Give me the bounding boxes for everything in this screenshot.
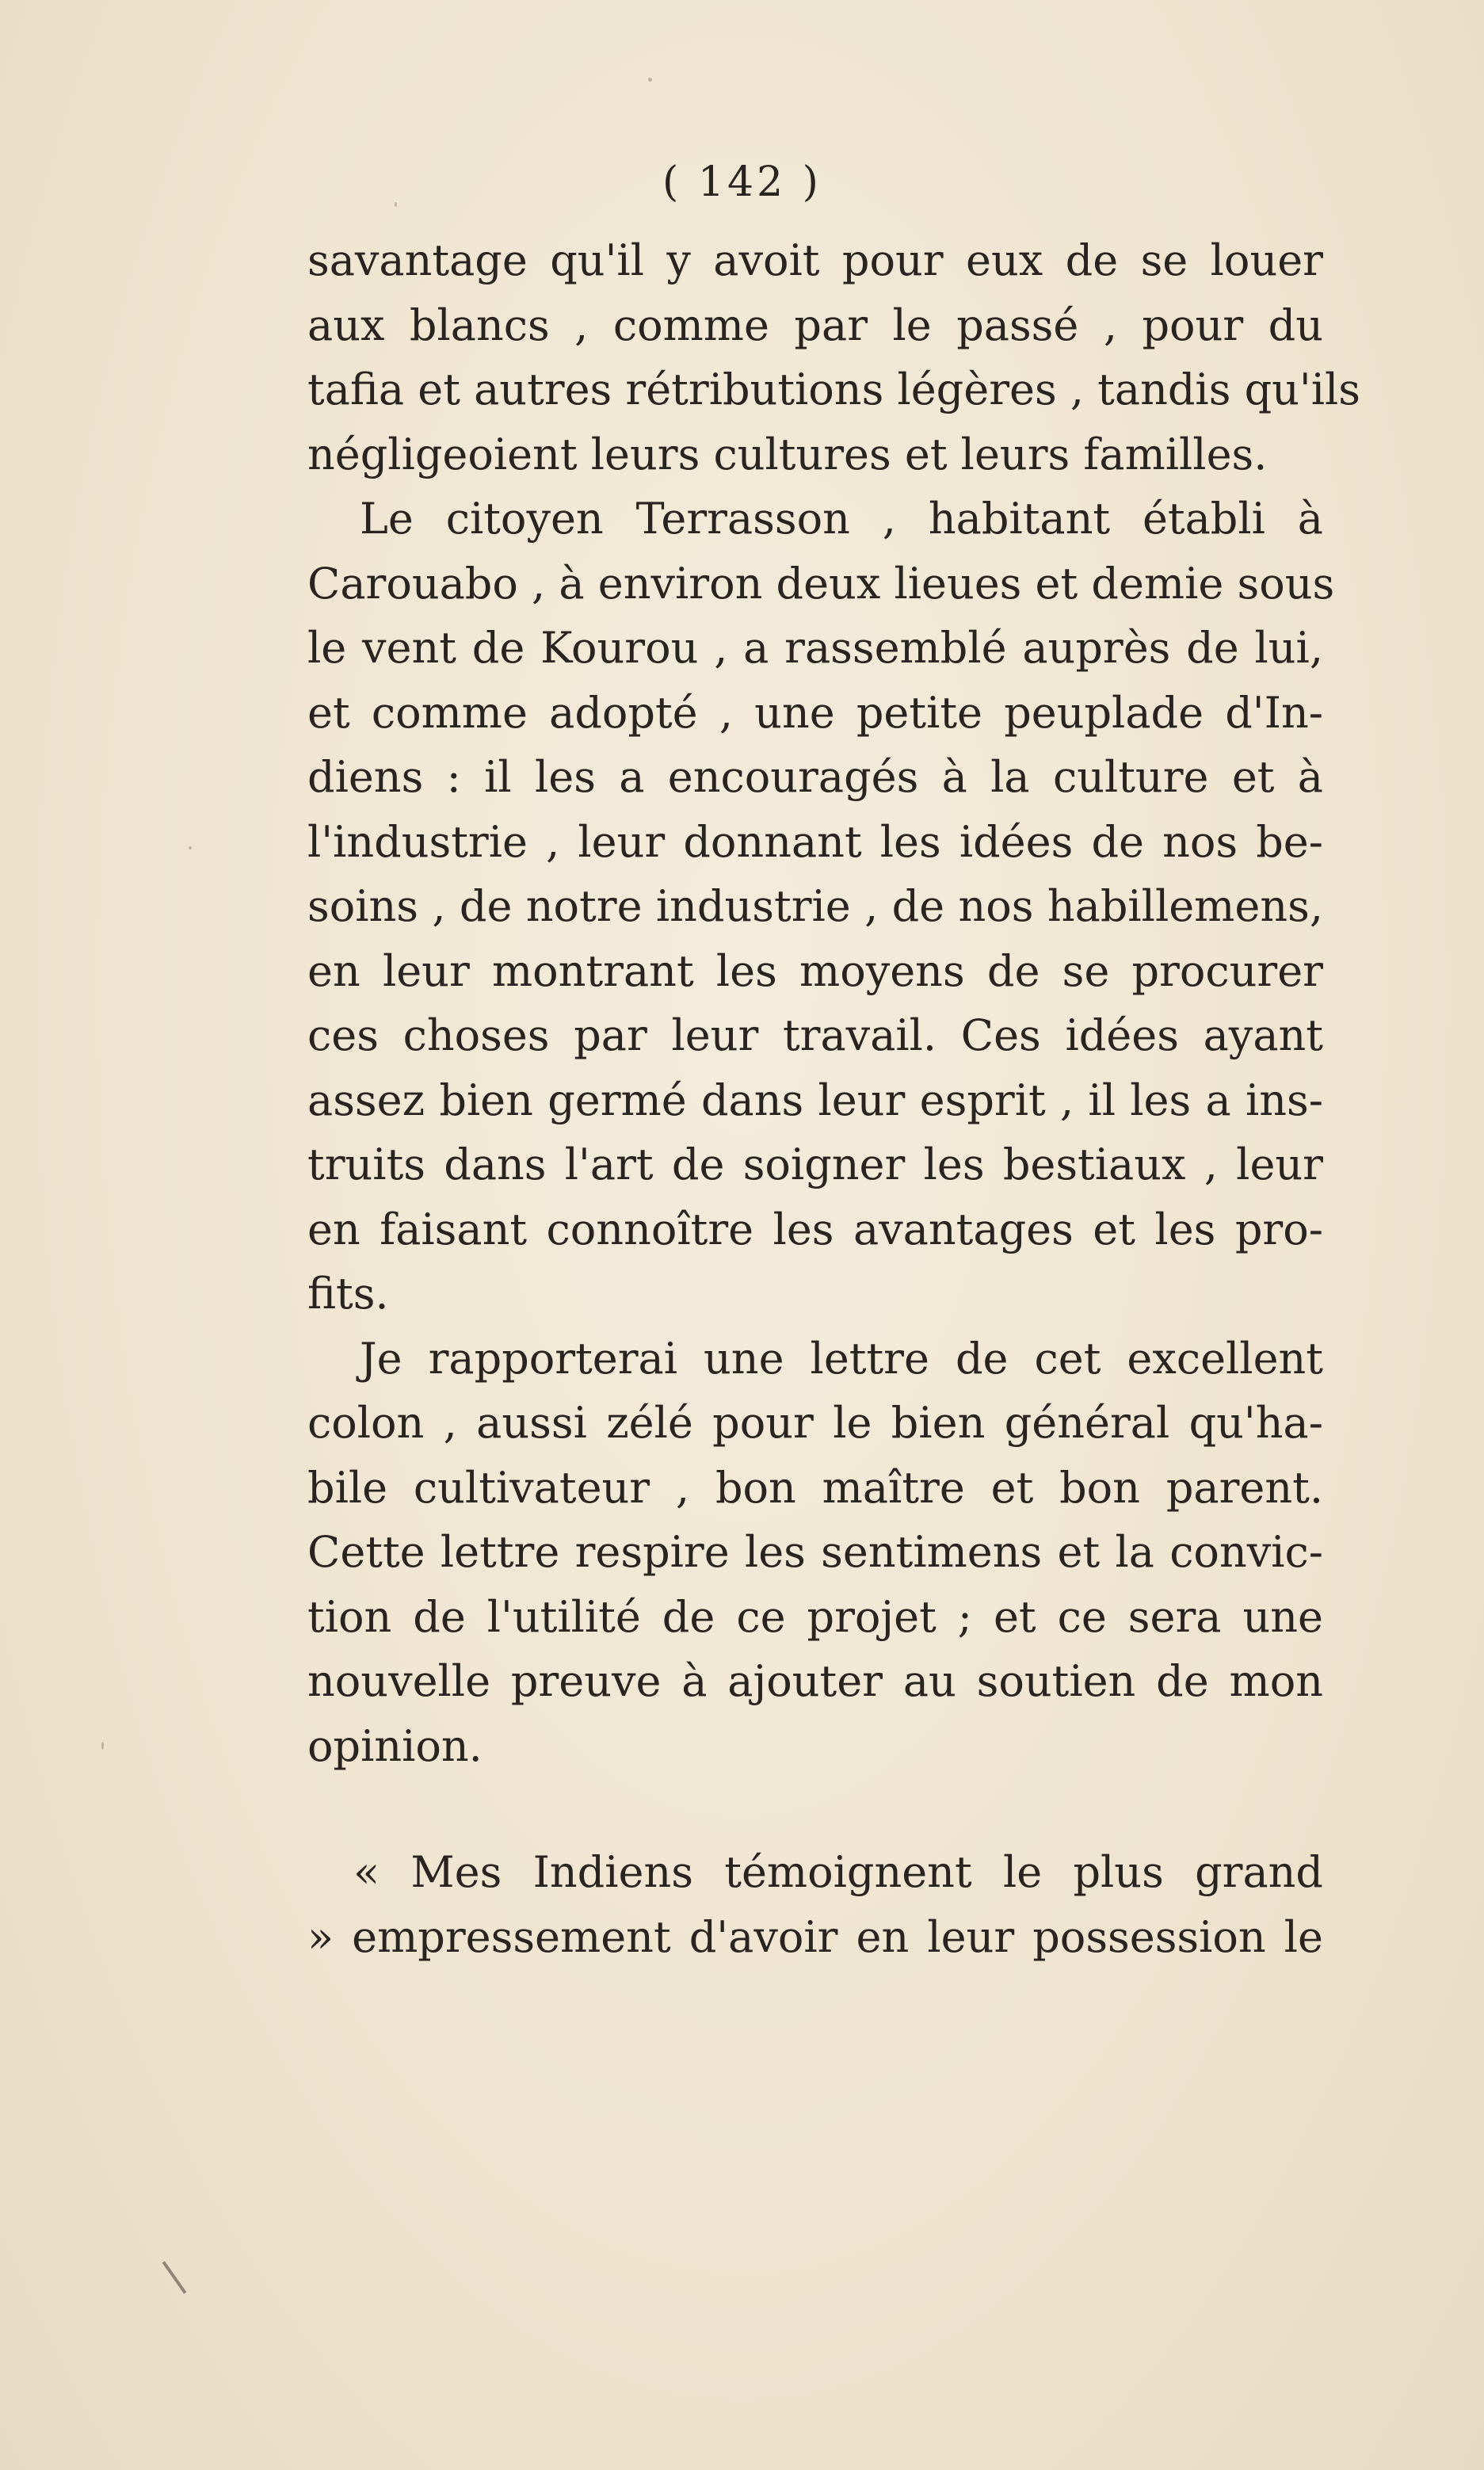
text-line: Cette lettre respire les sentimens et la convic- <box>307 1527 1323 1577</box>
text-line: en leur montrant les moyens de se procurer <box>307 945 1323 996</box>
ink-mark <box>162 2261 187 2294</box>
text-line: bile cultivateur , bon maître et bon parent. <box>307 1462 1323 1513</box>
paragraph-gap <box>307 1778 1323 1840</box>
text-line: Le citoyen Terrasson , habitant établi à <box>360 494 1323 544</box>
text-line: Carouabo , à environ deux lieues et demie sous <box>307 558 1335 609</box>
text-line: le vent de Kourou , a rassemblé auprès de lui, <box>307 623 1323 673</box>
text-line: soins , de notre industrie , de nos habillemens, <box>307 881 1323 931</box>
page-number: ( 142 ) <box>662 158 822 206</box>
text-line: l'industrie , leur donnant les idées de nos be- <box>307 816 1323 867</box>
text-line: fits. <box>307 1269 389 1319</box>
paper-speck <box>189 846 192 849</box>
body-text <box>307 228 1361 1969</box>
text-line: négligeoient leurs cultures et leurs familles. <box>307 429 1268 479</box>
text-line: savantage qu'il y avoit pour eux de se louer <box>307 235 1323 285</box>
text-line: opinion. <box>307 1720 483 1771</box>
text-line: Je rapporterai une lettre de cet excellent <box>360 1333 1323 1384</box>
text-line: truits dans l'art de soigner les bestiaux , leur <box>307 1140 1323 1189</box>
paper-speck <box>101 1742 104 1750</box>
text-line: assez bien germé dans leur esprit , il les a ins- <box>307 1075 1323 1125</box>
quote-line: « Mes Indiens témoignent le plus grand <box>353 1847 1323 1897</box>
text-line: et comme adopté , une petite peuplade d'In- <box>307 687 1323 738</box>
text-line: ces choses par leur travail. Ces idées ayant <box>307 1010 1323 1060</box>
paper-speck <box>395 202 397 207</box>
text-line: nouvelle preuve à ajouter au soutien de mon <box>307 1656 1323 1706</box>
text-line: aux blancs , comme par le passé , pour du <box>307 300 1323 350</box>
text-line: tion de l'utilité de ce projet ; et ce sera une <box>307 1591 1323 1642</box>
text-line: diens : il les a encouragés à la culture et à <box>307 752 1323 802</box>
text-line: colon , aussi zélé pour le bien général qu'ha- <box>307 1398 1323 1448</box>
text-line: tafia et autres rétributions légères , tandis qu'ils <box>307 365 1361 414</box>
quote-line: » empressement d'avoir en leur possession le <box>307 1911 1323 1962</box>
text-line: en faisant connoître les avantages et les pro- <box>307 1204 1323 1254</box>
paper-speck <box>648 78 652 82</box>
